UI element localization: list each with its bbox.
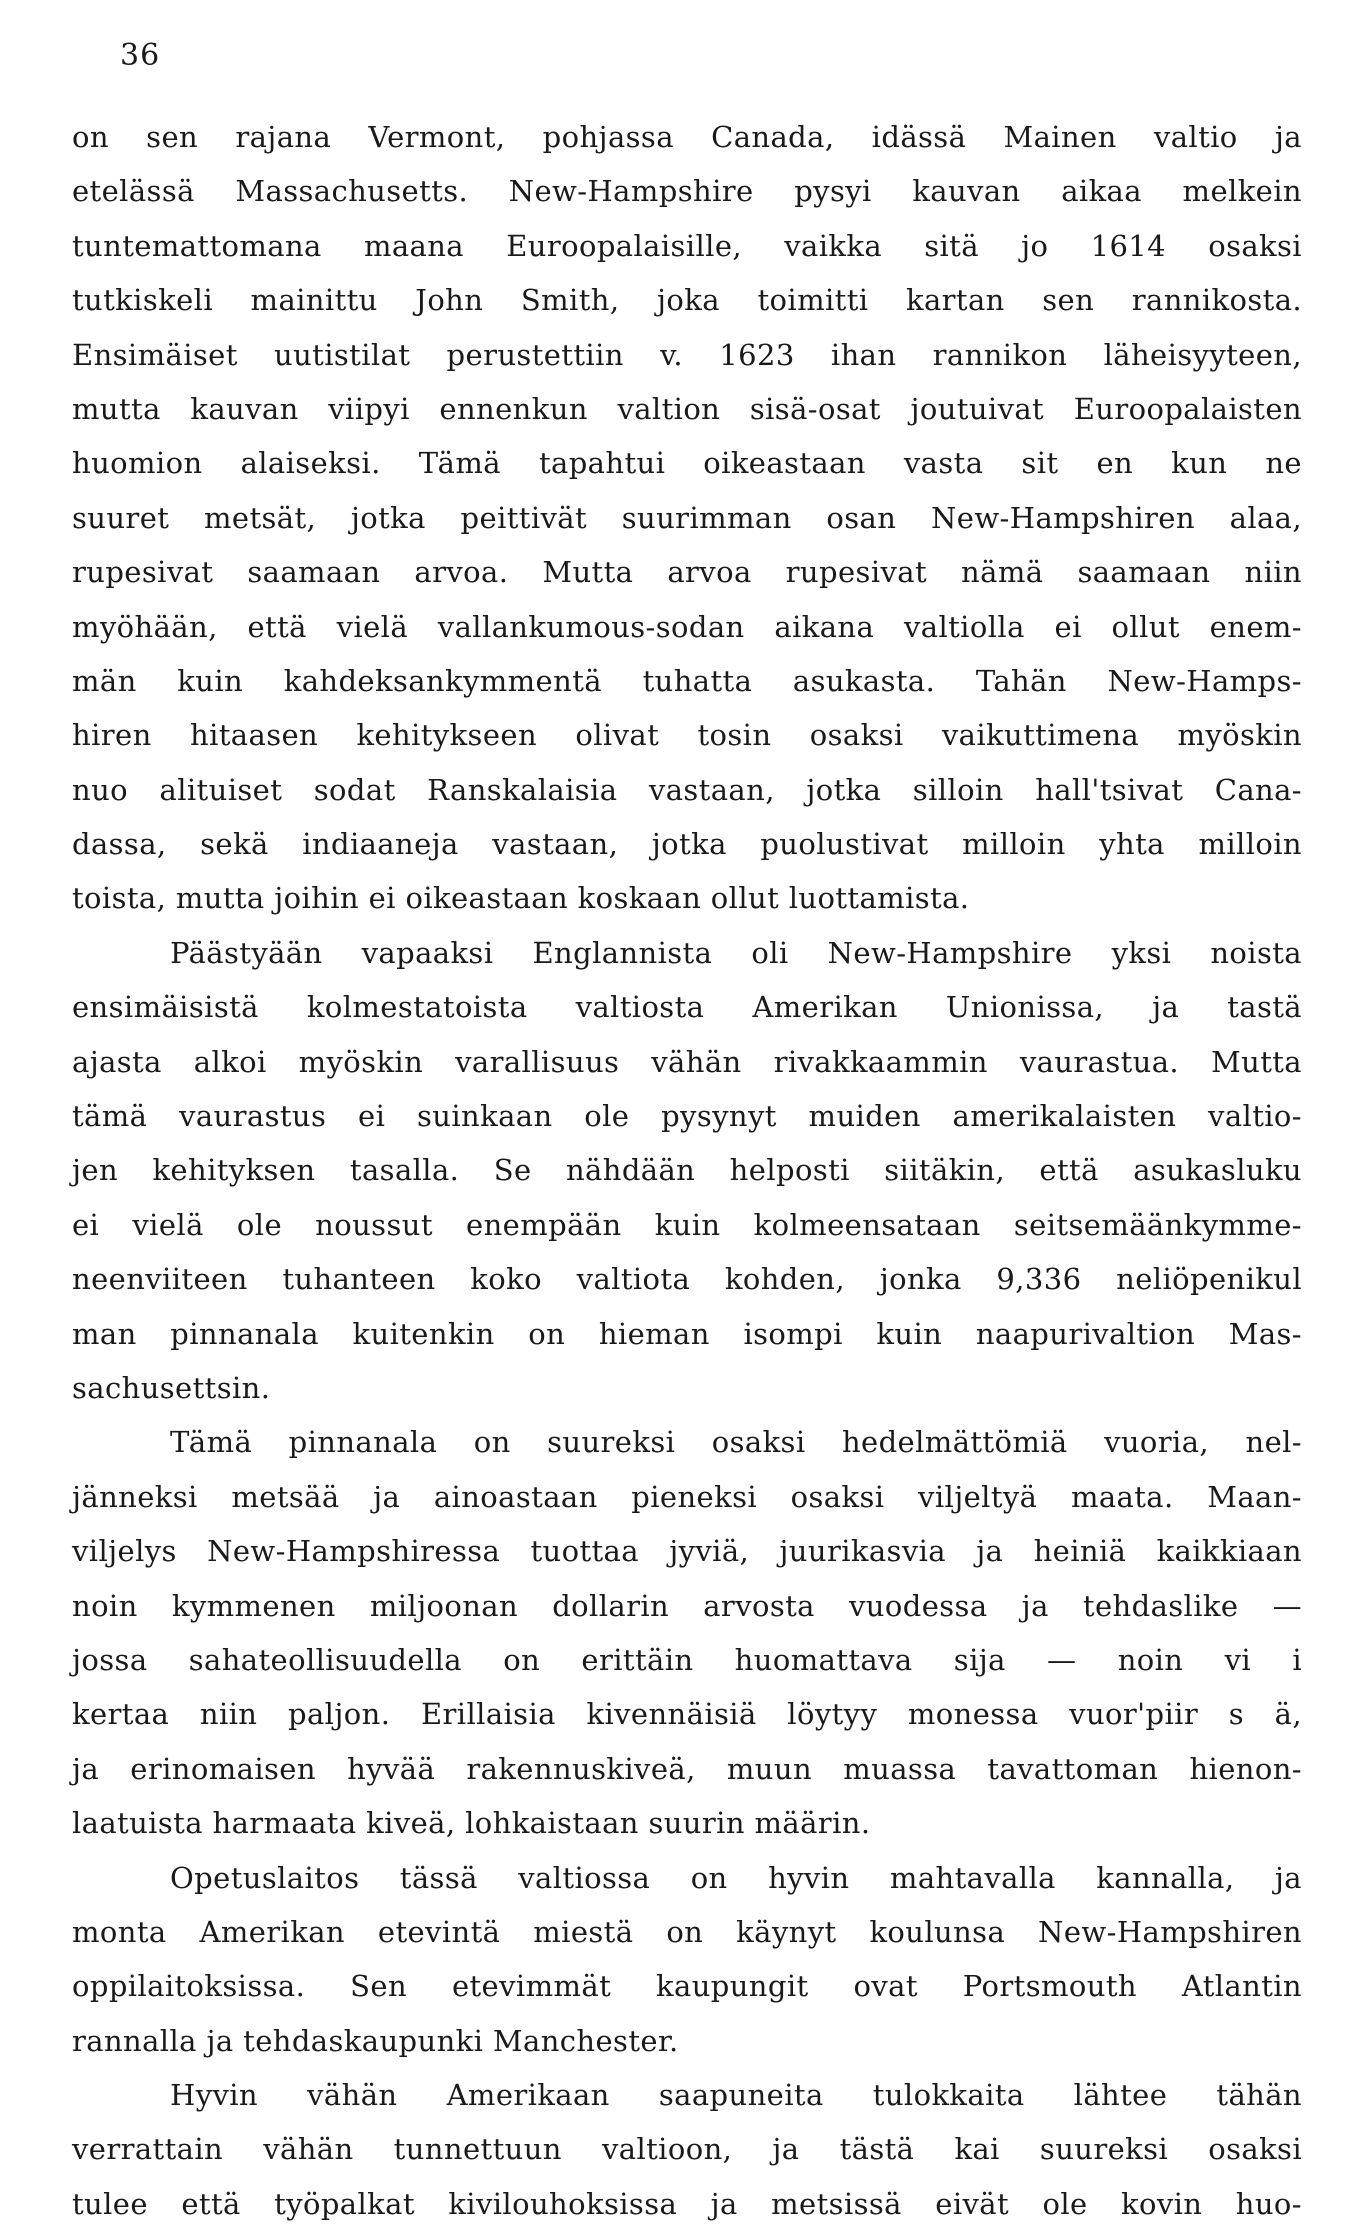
text-line: verrattain vähän tunnettuun valtioon, ja tästä kai suureksi osaksi bbox=[72, 2132, 1302, 2167]
body-text bbox=[72, 110, 1302, 2231]
text-line: jossa sahateollisuudella on erittäin huomattava sija — noin vi i bbox=[72, 1642, 1302, 1677]
text-line: Tämä pinnanala on suureksi osaksi hedelmättömiä vuoria, nel- bbox=[170, 1425, 1302, 1460]
text-line: sachusettsin. bbox=[72, 1370, 271, 1405]
text-line: Hyvin vähän Amerikaan saapuneita tulokkaita lähtee tähän bbox=[170, 2078, 1302, 2113]
text-line: man pinnanala kuitenkin on hieman isompi kuin naapurivaltion Mas- bbox=[72, 1316, 1302, 1351]
text-line: jänneksi metsää ja ainoastaan pieneksi osaksi viljeltyä maata. Maan- bbox=[72, 1479, 1302, 1514]
text-line: myöhään, että vielä vallankumous-sodan aikana valtiolla ei ollut enem- bbox=[72, 609, 1302, 644]
text-line: laatuista harmaata kiveä, lohkaistaan suurin määrin. bbox=[72, 1806, 871, 1841]
text-line: ja erinomaisen hyvää rakennuskiveä, muun muassa tavattoman hienon- bbox=[72, 1751, 1302, 1786]
text-line: tutkiskeli mainittu John Smith, joka toimitti kartan sen rannikosta. bbox=[72, 283, 1302, 318]
text-line: Päästyään vapaaksi Englannista oli New-Hampshire yksi noista bbox=[170, 935, 1302, 970]
text-line: dassa, sekä indiaaneja vastaan, jotka puolustivat milloin yhta milloin bbox=[72, 827, 1302, 862]
text-line: jen kehityksen tasalla. Se nähdään helposti siitäkin, että asukasluku bbox=[72, 1153, 1302, 1188]
text-line: Opetuslaitos tässä valtiossa on hyvin mahtavalla kannalla, ja bbox=[170, 1860, 1302, 1895]
text-line: on sen rajana Vermont, pohjassa Canada, idässä Mainen valtio ja bbox=[72, 120, 1302, 154]
text-line: nuo alituiset sodat Ranskalaisia vastaan, jotka silloin hall'tsivat Cana- bbox=[72, 772, 1302, 807]
text-line: män kuin kahdeksankymmentä tuhatta asukasta. Tahän New-Hamps- bbox=[72, 663, 1302, 698]
text-line: rannalla ja tehdaskaupunki Manchester. bbox=[72, 2023, 679, 2058]
text-line: oppilaitoksissa. Sen etevimmät kaupungit ovat Portsmouth Atlantin bbox=[72, 1969, 1302, 2004]
text-line: tulee että työpalkat kivilouhoksissa ja metsissä eivät ole kovin huo- bbox=[72, 2186, 1302, 2221]
text-line: mutta kauvan viipyi ennenkun valtion sisä-osat joutuivat Euroopalaisten bbox=[72, 391, 1302, 426]
text-line: tämä vaurastus ei suinkaan ole pysynyt muiden amerikalaisten valtio- bbox=[72, 1099, 1302, 1134]
text-line: ensimäisistä kolmestatoista valtiosta Amerikan Unionissa, ja tastä bbox=[72, 990, 1302, 1025]
text-line: etelässä Massachusetts. New-Hampshire pysyi kauvan aikaa melkein bbox=[72, 174, 1302, 209]
text-line: monta Amerikan etevintä miestä on käynyt koulunsa New-Hampshiren bbox=[72, 1914, 1302, 1949]
text-line: hiren hitaasen kehitykseen olivat tosin osaksi vaikuttimena myöskin bbox=[72, 718, 1302, 753]
text-line: huomion alaiseksi. Tämä tapahtui oikeastaan vasta sit en kun ne bbox=[72, 446, 1302, 481]
text-line: kertaa niin paljon. Erillaisia kivennäisiä löytyy monessa vuor'piir s ä, bbox=[72, 1697, 1302, 1732]
text-line: tuntemattomana maana Euroopalaisille, vaikka sitä jo 1614 osaksi bbox=[72, 228, 1302, 263]
text-line: rupesivat saamaan arvoa. Mutta arvoa rupesivat nämä saamaan niin bbox=[72, 555, 1302, 590]
text-line: suuret metsät, jotka peittivät suurimman osan New-Hampshiren alaa, bbox=[72, 500, 1302, 535]
text-line: ei vielä ole noussut enempään kuin kolmeensataan seitsemäänkymme- bbox=[72, 1207, 1302, 1242]
text-line: Ensimäiset uutistilat perustettiin v. 1623 ihan rannikon läheisyyteen, bbox=[72, 337, 1302, 372]
text-line: toista, mutta joihin ei oikeastaan koskaan ollut luottamista. bbox=[72, 881, 970, 916]
page-number: 36 bbox=[120, 38, 161, 73]
text-line: ajasta alkoi myöskin varallisuus vähän rivakkaammin vaurastua. Mutta bbox=[72, 1044, 1302, 1079]
text-line: viljelys New-Hampshiressa tuottaa jyviä, juurikasvia ja heiniä kaikkiaan bbox=[72, 1534, 1302, 1569]
text-line: noin kymmenen miljoonan dollarin arvosta vuodessa ja tehdaslike — bbox=[72, 1588, 1302, 1623]
text-line: neenviiteen tuhanteen koko valtiota kohden, jonka 9,336 neliöpenikul bbox=[72, 1262, 1302, 1297]
